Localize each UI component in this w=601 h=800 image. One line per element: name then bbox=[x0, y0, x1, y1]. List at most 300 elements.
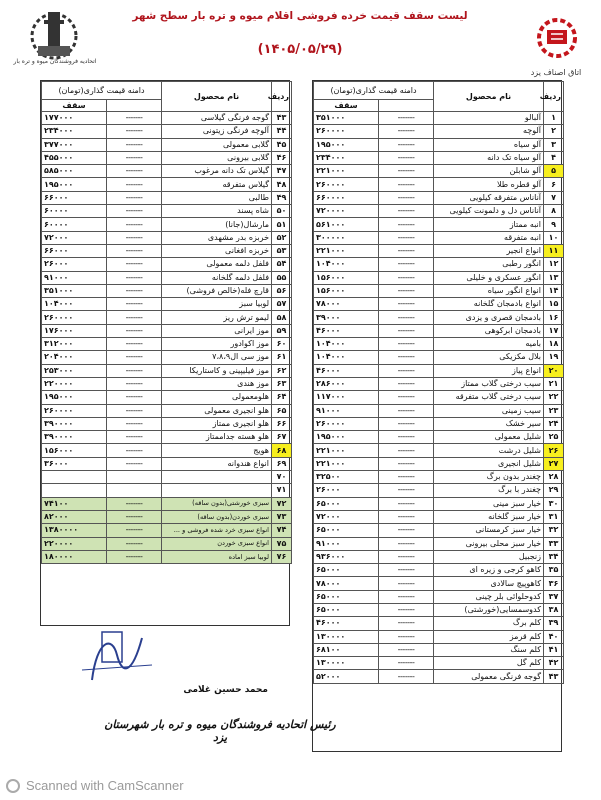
price-cap: ۱۹۵۰۰۰ bbox=[314, 431, 379, 444]
row-number: ۳۰ bbox=[544, 497, 564, 510]
price-range: ------- bbox=[107, 191, 162, 204]
price-range: ------- bbox=[379, 218, 434, 231]
price-cap: ۱۷۶۰۰۰ bbox=[42, 324, 107, 337]
price-cap: ۷۲۰۰۰ bbox=[314, 510, 379, 523]
row-number: ۶۰ bbox=[272, 338, 292, 351]
price-range bbox=[107, 471, 162, 484]
row-number: ۴۰ bbox=[544, 630, 564, 643]
product-name: شلیل معمولی bbox=[434, 431, 544, 444]
table-row bbox=[314, 138, 564, 151]
price-range: ------- bbox=[107, 377, 162, 390]
row-number: ۸ bbox=[544, 205, 564, 218]
price-range: ------- bbox=[379, 510, 434, 523]
price-range bbox=[107, 484, 162, 497]
price-range: ------- bbox=[379, 444, 434, 457]
product-name: موز فیلیپینی و کاستاریکا bbox=[162, 364, 272, 377]
row-number: ۵۴ bbox=[272, 258, 292, 271]
row-number: ۲۸ bbox=[544, 471, 564, 484]
col-row-no: ردیف bbox=[544, 82, 564, 112]
table-body-right bbox=[314, 112, 564, 684]
price-range: ------- bbox=[107, 457, 162, 470]
row-number: ۵۲ bbox=[272, 231, 292, 244]
price-range: ------- bbox=[379, 550, 434, 563]
row-number: ۴۷ bbox=[272, 165, 292, 178]
product-name: سبزی خوردن(بدون ساقه) bbox=[162, 510, 272, 523]
product-name: آناناس متفرقه کیلویی bbox=[434, 191, 544, 204]
row-number: ۲۱ bbox=[544, 377, 564, 390]
product-name: انواع پیاز bbox=[434, 364, 544, 377]
product-name: لیمو ترش ریز bbox=[162, 311, 272, 324]
table-row bbox=[314, 377, 564, 390]
table-row bbox=[314, 165, 564, 178]
table-row bbox=[314, 125, 564, 138]
price-range: ------- bbox=[379, 178, 434, 191]
row-number: ۲۶ bbox=[544, 444, 564, 457]
row-number: ۴۵ bbox=[272, 138, 292, 151]
price-cap: ۱۰۴۰۰۰ bbox=[314, 258, 379, 271]
price-range: ------- bbox=[379, 471, 434, 484]
row-number: ۱ bbox=[544, 112, 564, 125]
row-number: ۱۷ bbox=[544, 324, 564, 337]
price-range: ------- bbox=[379, 643, 434, 656]
price-cap: ۹۱۰۰۰ bbox=[42, 271, 107, 284]
chamber-logo-text: اتاق اصناف یزد bbox=[530, 68, 582, 77]
price-cap: ۲۲۰۰۰۰ bbox=[42, 537, 107, 550]
price-range: ------- bbox=[379, 165, 434, 178]
product-name: کلم سنگ bbox=[434, 643, 544, 656]
product-name: گوجه فرنگی گیلاسی bbox=[162, 112, 272, 125]
table-row bbox=[42, 497, 292, 510]
price-range: ------- bbox=[107, 497, 162, 510]
table-row bbox=[314, 258, 564, 271]
col-price-range: دامنه قیمت گذاری(تومان) bbox=[314, 82, 434, 100]
row-number: ۱۶ bbox=[544, 311, 564, 324]
row-number: ۲۳ bbox=[544, 404, 564, 417]
price-cap: ۴۶۰۰۰ bbox=[314, 617, 379, 630]
product-name: آلوچه bbox=[434, 125, 544, 138]
product-name: گلابی معمولی bbox=[162, 138, 272, 151]
row-number: ۶۷ bbox=[272, 431, 292, 444]
price-range: ------- bbox=[107, 404, 162, 417]
product-name: کدوحلوائی بلر چینی bbox=[434, 590, 544, 603]
product-name: گلابی بیرونی bbox=[162, 151, 272, 164]
product-name: بلال مکزیکی bbox=[434, 351, 544, 364]
table-row bbox=[42, 484, 292, 497]
product-name: خربزه افغانی bbox=[162, 244, 272, 257]
price-range: ------- bbox=[379, 431, 434, 444]
product-name: شلیل درشت bbox=[434, 444, 544, 457]
row-number: ۱۹ bbox=[544, 351, 564, 364]
product-name: آلو سیاه تک دانه bbox=[434, 151, 544, 164]
signatory-name: محمد حسین غلامی bbox=[183, 685, 268, 695]
product-name: لوبیا سبز اماده bbox=[162, 550, 272, 563]
price-cap: ۶۸۱۰۰ bbox=[314, 643, 379, 656]
table-row bbox=[314, 617, 564, 630]
table-row bbox=[314, 338, 564, 351]
product-name: کلم قرمز bbox=[434, 630, 544, 643]
table-row bbox=[42, 271, 292, 284]
table-row bbox=[42, 218, 292, 231]
row-number: ۵۱ bbox=[272, 218, 292, 231]
price-cap bbox=[42, 471, 107, 484]
row-number: ۲۹ bbox=[544, 484, 564, 497]
product-name: شاه پسند bbox=[162, 205, 272, 218]
product-name: انبه ممتاز bbox=[434, 218, 544, 231]
table-row bbox=[42, 231, 292, 244]
row-number: ۱۴ bbox=[544, 284, 564, 297]
price-cap: ۵۶۱۰۰۰ bbox=[314, 218, 379, 231]
price-range: ------- bbox=[379, 138, 434, 151]
table-row bbox=[314, 457, 564, 470]
product-name: انواع سبزی خوردن bbox=[162, 537, 272, 550]
price-range: ------- bbox=[379, 231, 434, 244]
product-name: مارشال(جانا) bbox=[162, 218, 272, 231]
row-number: ۵۰ bbox=[272, 205, 292, 218]
price-range: ------- bbox=[107, 165, 162, 178]
price-cap: ۳۶۰۰۰ bbox=[42, 457, 107, 470]
row-number: ۶۹ bbox=[272, 457, 292, 470]
price-range: ------- bbox=[379, 391, 434, 404]
product-name: خیار سبز محلی بیرونی bbox=[434, 537, 544, 550]
table-row bbox=[42, 324, 292, 337]
row-number: ۵۹ bbox=[272, 324, 292, 337]
table-row bbox=[42, 391, 292, 404]
product-name: قارچ فله(خالص فروشی) bbox=[162, 284, 272, 297]
price-cap: ۱۰۴۰۰۰ bbox=[42, 298, 107, 311]
price-cap: ۲۶۰۰۰۰ bbox=[42, 311, 107, 324]
price-cap: ۷۲۰۰۰ bbox=[42, 231, 107, 244]
price-range: ------- bbox=[379, 151, 434, 164]
row-number: ۴۳ bbox=[272, 112, 292, 125]
product-name: انگور عسکری و خلیلی bbox=[434, 271, 544, 284]
product-name: بادمجان قصری و یزدی bbox=[434, 311, 544, 324]
table-row bbox=[314, 112, 564, 125]
row-number: ۶۴ bbox=[272, 391, 292, 404]
product-name: سیب درختی گلاب ممتاز bbox=[434, 377, 544, 390]
price-cap: ۱۷۷۰۰۰ bbox=[42, 112, 107, 125]
table-row bbox=[314, 311, 564, 324]
price-range: ------- bbox=[107, 178, 162, 191]
price-range: ------- bbox=[379, 191, 434, 204]
row-number: ۵ bbox=[544, 165, 564, 178]
product-name: گوجه فرنگی معمولی bbox=[434, 670, 544, 683]
table-body-left bbox=[42, 112, 292, 564]
product-name: لوبیا سبز bbox=[162, 298, 272, 311]
row-number: ۵۶ bbox=[272, 284, 292, 297]
table-row bbox=[42, 178, 292, 191]
price-range: ------- bbox=[107, 258, 162, 271]
price-range: ------- bbox=[107, 125, 162, 138]
table-row bbox=[314, 417, 564, 430]
price-cap: ۱۵۶۰۰۰ bbox=[314, 284, 379, 297]
row-number: ۴۲ bbox=[544, 657, 564, 670]
price-range: ------- bbox=[379, 271, 434, 284]
product-name: آناناس دل و دلمونت کیلویی bbox=[434, 205, 544, 218]
price-range: ------- bbox=[379, 524, 434, 537]
row-number: ۶ bbox=[544, 178, 564, 191]
product-name: انواع بادمجان گلخانه bbox=[434, 298, 544, 311]
table-row bbox=[42, 444, 292, 457]
price-cap: ۶۵۰۰۰ bbox=[314, 590, 379, 603]
price-cap: ۱۳۸۰۰۰۰ bbox=[42, 524, 107, 537]
table-row bbox=[314, 191, 564, 204]
document-title: لیست سقف قیمت خرده فروشی اقلام میوه و تره بار سطح شهر bbox=[132, 10, 468, 22]
price-range: ------- bbox=[107, 284, 162, 297]
price-cap: ۷۲۰۰۰۰ bbox=[314, 205, 379, 218]
row-number: ۴۶ bbox=[272, 151, 292, 164]
product-name: خیار سبز مینی bbox=[434, 497, 544, 510]
price-cap: ۷۸۰۰۰ bbox=[314, 298, 379, 311]
product-name: گیلاس متفرقه bbox=[162, 178, 272, 191]
table-row bbox=[42, 338, 292, 351]
document-date: (۱۴۰۵/۰۵/۲۹) bbox=[257, 42, 343, 57]
price-cap: ۴۶۰۰۰ bbox=[314, 324, 379, 337]
product-name: شلیل انجیری bbox=[434, 457, 544, 470]
price-cap: ۲۰۴۰۰۰ bbox=[42, 351, 107, 364]
price-cap: ۱۰۴۰۰۰ bbox=[314, 338, 379, 351]
price-range: ------- bbox=[379, 364, 434, 377]
price-range: ------- bbox=[379, 324, 434, 337]
row-number: ۲۲ bbox=[544, 391, 564, 404]
row-number: ۲۰ bbox=[544, 364, 564, 377]
price-cap: ۹۱۰۰۰ bbox=[314, 537, 379, 550]
product-name: موز اکوادور bbox=[162, 338, 272, 351]
price-range: ------- bbox=[379, 404, 434, 417]
product-name: انبه متفرقه bbox=[434, 231, 544, 244]
table-row bbox=[314, 205, 564, 218]
product-name: بامیه bbox=[434, 338, 544, 351]
table-row bbox=[42, 125, 292, 138]
table-row bbox=[42, 284, 292, 297]
row-number: ۳۳ bbox=[544, 537, 564, 550]
table-row bbox=[314, 471, 564, 484]
price-cap: ۱۹۵۰۰۰ bbox=[314, 138, 379, 151]
price-range: ------- bbox=[379, 205, 434, 218]
price-range: ------- bbox=[107, 550, 162, 563]
price-range: ------- bbox=[107, 537, 162, 550]
row-number: ۷۶ bbox=[272, 550, 292, 563]
price-range: ------- bbox=[107, 510, 162, 523]
price-cap: ۱۰۴۰۰۰ bbox=[314, 351, 379, 364]
row-number: ۴ bbox=[544, 151, 564, 164]
price-cap: ۶۶۰۰۰ bbox=[42, 191, 107, 204]
product-name: کدوسمسایی(خورشتی) bbox=[434, 603, 544, 616]
price-cap: ۲۶۰۰۰ bbox=[42, 258, 107, 271]
price-range: ------- bbox=[379, 338, 434, 351]
price-cap: ۲۲۰۰۰۰ bbox=[42, 377, 107, 390]
union-logo-text: اتحادیه فروشندگان میوه و تره بار bbox=[13, 58, 97, 65]
table-row bbox=[314, 670, 564, 683]
table-row bbox=[42, 364, 292, 377]
price-range: ------- bbox=[379, 590, 434, 603]
table-row bbox=[42, 258, 292, 271]
price-range: ------- bbox=[379, 564, 434, 577]
row-number: ۶۵ bbox=[272, 404, 292, 417]
product-name: آلبالو bbox=[434, 112, 544, 125]
row-number: ۱۸ bbox=[544, 338, 564, 351]
row-number: ۴۳ bbox=[544, 670, 564, 683]
table-row bbox=[42, 404, 292, 417]
table-row bbox=[42, 351, 292, 364]
price-cap: ۶۰۰۰۰ bbox=[42, 218, 107, 231]
price-cap: ۳۱۲۰۰۰ bbox=[42, 338, 107, 351]
product-name: آلو سیاه bbox=[434, 138, 544, 151]
row-number: ۲۴ bbox=[544, 417, 564, 430]
price-cap: ۷۸۰۰۰ bbox=[314, 577, 379, 590]
row-number: ۶۱ bbox=[272, 351, 292, 364]
product-name: کاهو کرجی و زیره ای bbox=[434, 564, 544, 577]
price-cap: ۳۷۷۰۰۰ bbox=[42, 138, 107, 151]
row-number: ۱۱ bbox=[544, 244, 564, 257]
price-range: ------- bbox=[379, 670, 434, 683]
row-number: ۶۶ bbox=[272, 417, 292, 430]
row-number: ۳۵ bbox=[544, 564, 564, 577]
col-range-empty bbox=[379, 100, 434, 112]
product-name: خیار سبز گلخانه bbox=[434, 510, 544, 523]
price-cap: ۳۵۱۰۰۰ bbox=[42, 284, 107, 297]
price-range: ------- bbox=[107, 311, 162, 324]
price-cap: ۵۲۰۰۰ bbox=[314, 670, 379, 683]
union-logo bbox=[8, 6, 100, 84]
row-number: ۵۵ bbox=[272, 271, 292, 284]
price-cap: ۶۰۰۰۰ bbox=[42, 205, 107, 218]
product-name: زنجبیل bbox=[434, 550, 544, 563]
product-name: خیار سبز کرمستانی bbox=[434, 524, 544, 537]
row-number: ۲۷ bbox=[544, 457, 564, 470]
product-name bbox=[162, 484, 272, 497]
table-row bbox=[42, 112, 292, 125]
product-name: انواع هندوانه bbox=[162, 457, 272, 470]
table-row bbox=[314, 404, 564, 417]
price-cap: ۹۳۶۰۰۰ bbox=[314, 550, 379, 563]
product-name: هلومعمولی bbox=[162, 391, 272, 404]
product-name: سیر خشک bbox=[434, 417, 544, 430]
table-row bbox=[42, 417, 292, 430]
col-product: نام محصول bbox=[162, 82, 272, 112]
price-cap: ۲۲۱۰۰۰ bbox=[314, 457, 379, 470]
row-number: ۶۲ bbox=[272, 364, 292, 377]
price-cap: ۲۳۴۰۰۰ bbox=[314, 151, 379, 164]
price-cap: ۳۲۵۰۰ bbox=[314, 471, 379, 484]
table-row bbox=[42, 550, 292, 563]
price-range: ------- bbox=[107, 244, 162, 257]
table-row bbox=[314, 271, 564, 284]
camscanner-icon bbox=[6, 779, 20, 793]
price-range: ------- bbox=[107, 231, 162, 244]
table-row bbox=[42, 431, 292, 444]
col-cap: سقف bbox=[42, 100, 107, 112]
table-row bbox=[314, 643, 564, 656]
price-cap: ۲۲۱۰۰۰ bbox=[314, 165, 379, 178]
price-range: ------- bbox=[379, 284, 434, 297]
price-range: ------- bbox=[107, 218, 162, 231]
price-cap: ۶۵۰۰۰ bbox=[314, 524, 379, 537]
price-cap: ۱۵۶۰۰۰ bbox=[42, 444, 107, 457]
signatory-title: رئیس اتحادیه فروشندگان میوه و تره بار شهرستان یزد bbox=[104, 718, 336, 744]
product-name: بادمجان ابرکوهی bbox=[434, 324, 544, 337]
table-row bbox=[314, 603, 564, 616]
price-cap: ۴۵۵۰۰۰ bbox=[42, 151, 107, 164]
price-cap: ۱۸۰۰۰۰ bbox=[42, 550, 107, 563]
table-row bbox=[42, 510, 292, 523]
price-cap: ۲۶۰۰۰۰ bbox=[314, 178, 379, 191]
row-number: ۳۶ bbox=[544, 577, 564, 590]
price-cap: ۱۹۵۰۰۰ bbox=[42, 178, 107, 191]
table-row bbox=[314, 550, 564, 563]
product-name: گیلاس تک دانه مرغوب bbox=[162, 165, 272, 178]
table-row bbox=[42, 138, 292, 151]
price-cap: ۱۳۰۰۰۰ bbox=[314, 657, 379, 670]
price-range: ------- bbox=[379, 377, 434, 390]
price-range: ------- bbox=[379, 630, 434, 643]
price-cap: ۲۶۰۰۰ bbox=[314, 484, 379, 497]
table-row bbox=[42, 457, 292, 470]
price-cap: ۲۸۶۰۰۰ bbox=[314, 377, 379, 390]
row-number: ۳۴ bbox=[544, 550, 564, 563]
price-range: ------- bbox=[107, 524, 162, 537]
table-row bbox=[314, 298, 564, 311]
table-row bbox=[314, 590, 564, 603]
price-cap: ۶۵۰۰۰ bbox=[314, 603, 379, 616]
price-range: ------- bbox=[107, 431, 162, 444]
price-cap: ۳۹۰۰۰۰ bbox=[42, 417, 107, 430]
row-number: ۳ bbox=[544, 138, 564, 151]
product-name: انواع انگور سیاه bbox=[434, 284, 544, 297]
table-row bbox=[42, 311, 292, 324]
row-number: ۱۳ bbox=[544, 271, 564, 284]
product-name: آلو قطره طلا bbox=[434, 178, 544, 191]
price-range: ------- bbox=[379, 417, 434, 430]
row-number: ۳۷ bbox=[544, 590, 564, 603]
price-cap: ۶۶۰۰۰۰ bbox=[314, 191, 379, 204]
price-range: ------- bbox=[379, 311, 434, 324]
table-row bbox=[314, 351, 564, 364]
price-cap: ۶۵۰۰۰ bbox=[314, 497, 379, 510]
price-cap: ۶۶۰۰۰ bbox=[42, 244, 107, 257]
table-row bbox=[42, 298, 292, 311]
table-row bbox=[314, 364, 564, 377]
product-name: موز هندی bbox=[162, 377, 272, 390]
product-name: سیب زمینی bbox=[434, 404, 544, 417]
price-range: ------- bbox=[107, 205, 162, 218]
row-number: ۶۳ bbox=[272, 377, 292, 390]
product-name: هلو انجیری ممتاز bbox=[162, 417, 272, 430]
product-name: موز سی ال۷،۸،۹ bbox=[162, 351, 272, 364]
price-cap: ۳۵۱۰۰۰ bbox=[314, 112, 379, 125]
table-row bbox=[42, 205, 292, 218]
product-name: کلم گل bbox=[434, 657, 544, 670]
price-cap: ۱۹۵۰۰۰ bbox=[42, 391, 107, 404]
official-stamp bbox=[72, 630, 162, 685]
price-cap: ۱۱۷۰۰۰ bbox=[314, 391, 379, 404]
price-range: ------- bbox=[379, 657, 434, 670]
table-row bbox=[314, 431, 564, 444]
price-range: ------- bbox=[107, 364, 162, 377]
product-name: انواع انجیر bbox=[434, 244, 544, 257]
product-name: فلفل دلمه گلخانه bbox=[162, 271, 272, 284]
price-cap: ۳۹۰۰۰ bbox=[314, 311, 379, 324]
price-cap: ۲۶۰۰۰۰ bbox=[314, 417, 379, 430]
product-name: موز ایرانی bbox=[162, 324, 272, 337]
price-range: ------- bbox=[107, 391, 162, 404]
table-row bbox=[42, 377, 292, 390]
table-row bbox=[314, 524, 564, 537]
price-range: ------- bbox=[107, 138, 162, 151]
price-range: ------- bbox=[379, 577, 434, 590]
table-row bbox=[314, 391, 564, 404]
product-name: هویج bbox=[162, 444, 272, 457]
price-cap: ۹۱۰۰۰ bbox=[314, 404, 379, 417]
